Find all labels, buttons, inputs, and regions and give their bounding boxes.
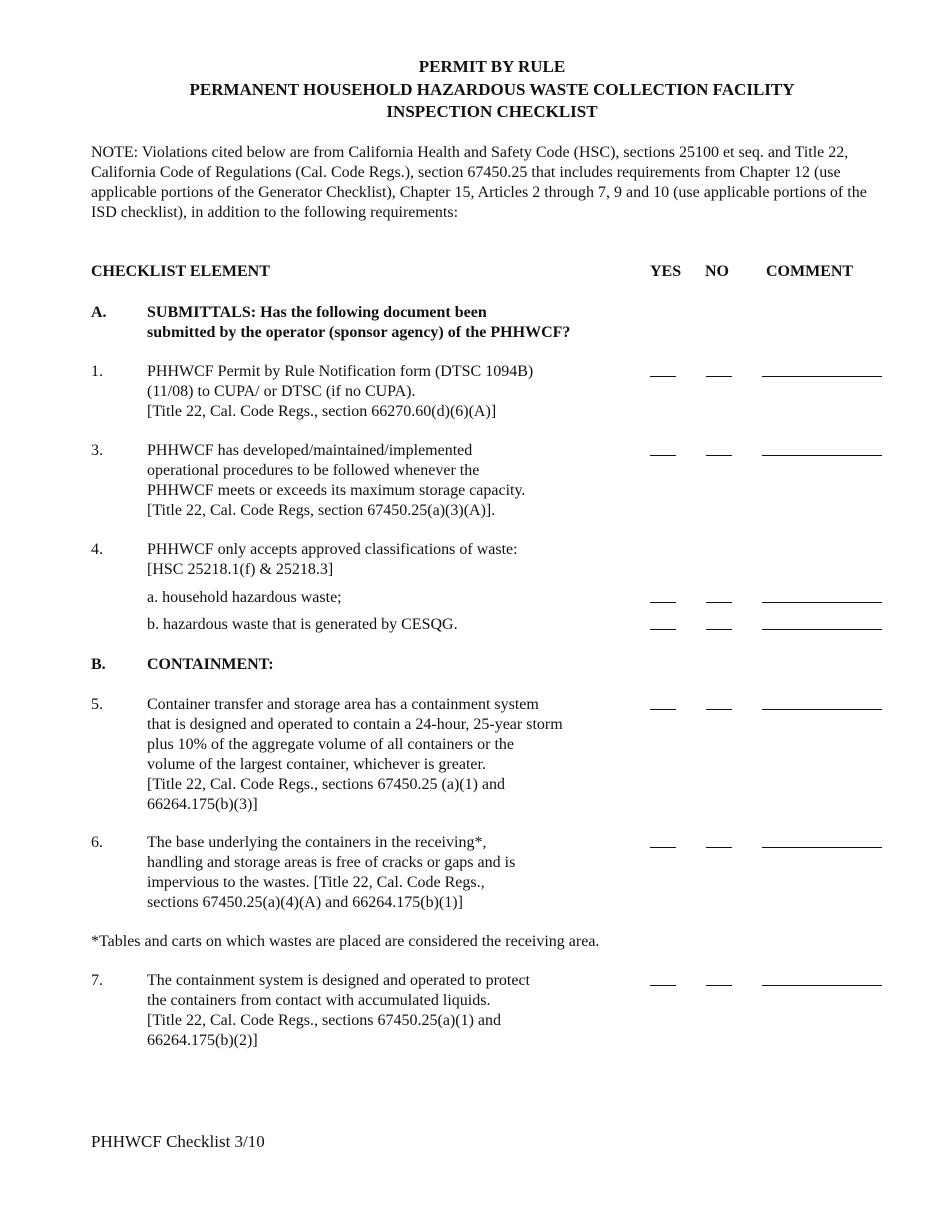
item-4b-comment-blank[interactable]	[762, 629, 882, 630]
item-1-text	[147, 362, 627, 422]
item-5-text	[147, 695, 637, 815]
item-5-line: volume of the largest container, whichever is greater.	[147, 756, 486, 773]
item-7-line: [Title 22, Cal. Code Regs., sections 67450.25(a)(1) and	[147, 1012, 502, 1029]
item-4a-comment-blank[interactable]	[762, 602, 882, 603]
item-6-yes-blank[interactable]	[650, 847, 676, 848]
item-3-no-blank[interactable]	[706, 455, 732, 456]
item-7-line: the containers from contact with accumulated liquids.	[147, 992, 491, 1009]
column-header-comment: COMMENT	[766, 263, 854, 280]
column-header-no: NO	[705, 263, 729, 280]
item-1-yes-blank[interactable]	[650, 376, 676, 377]
item-4a-yes-blank[interactable]	[650, 602, 676, 603]
item-4b-yes-blank[interactable]	[650, 629, 676, 630]
section-a-heading-line: SUBMITTALS: Has the following document been	[147, 304, 487, 321]
section-b-letter: B.	[91, 656, 106, 673]
item-4-text	[147, 540, 627, 580]
item-7-no-blank[interactable]	[706, 985, 732, 986]
column-header-element: CHECKLIST ELEMENT	[91, 263, 270, 280]
item-4a-text: a. household hazardous waste;	[147, 589, 342, 606]
item-3-yes-blank[interactable]	[650, 455, 676, 456]
item-6-no-blank[interactable]	[706, 847, 732, 848]
item-3-comment-blank[interactable]	[762, 455, 882, 456]
item-1-comment-blank[interactable]	[762, 376, 882, 377]
item-1-line: PHHWCF Permit by Rule Notification form (DTSC 1094B)	[147, 363, 534, 380]
item-1-number: 1.	[91, 363, 103, 380]
item-7-line: The containment system is designed and operated to protect	[147, 972, 530, 989]
item-3-number: 3.	[91, 442, 103, 459]
item-6-line: handling and storage areas is free of cracks or gaps and is	[147, 854, 516, 871]
document-title-line-3: INSPECTION CHECKLIST	[386, 102, 598, 121]
section-a-heading-line: submitted by the operator (sponsor agency) of the PHHWCF?	[147, 324, 571, 341]
item-4a-no-blank[interactable]	[706, 602, 732, 603]
item-4-line: [HSC 25218.1(f) & 25218.3]	[147, 561, 334, 578]
item-5-line: that is designed and operated to contain a 24-hour, 25-year storm	[147, 716, 563, 733]
item-5-comment-blank[interactable]	[762, 709, 882, 710]
item-6-line: impervious to the wastes. [Title 22, Cal. Code Regs.,	[147, 874, 485, 891]
item-7-text	[147, 971, 627, 1051]
item-5-line: plus 10% of the aggregate volume of all containers or the	[147, 736, 514, 753]
item-6-comment-blank[interactable]	[762, 847, 882, 848]
item-1-line: [Title 22, Cal. Code Regs., section 66270.60(d)(6)(A)]	[147, 403, 497, 420]
item-5-number: 5.	[91, 696, 103, 713]
item-3-line: [Title 22, Cal. Code Regs, section 67450.25(a)(3)(A)].	[147, 502, 496, 519]
item-5-line: [Title 22, Cal. Code Regs., sections 67450.25 (a)(1) and	[147, 776, 506, 793]
item-6-number: 6.	[91, 834, 103, 851]
item-3-text	[147, 441, 627, 521]
item-6-line: The base underlying the containers in the receiving*,	[147, 834, 487, 851]
item-5-yes-blank[interactable]	[650, 709, 676, 710]
item-6-line: sections 67450.25(a)(4)(A) and 66264.175(b)(1)]	[147, 894, 463, 911]
item-6-text	[147, 833, 627, 913]
item-4-number: 4.	[91, 541, 103, 558]
item-3-line: operational procedures to be followed whenever the	[147, 462, 480, 479]
section-b-heading: CONTAINMENT:	[147, 656, 274, 673]
item-3-line: PHHWCF has developed/maintained/implemented	[147, 442, 473, 459]
item-5-line: Container transfer and storage area has a containment system	[147, 696, 539, 713]
item-4-line: PHHWCF only accepts approved classifications of waste:	[147, 541, 518, 558]
document-title-line-2: PERMANENT HOUSEHOLD HAZARDOUS WASTE COLLECTION FACILITY	[189, 80, 795, 99]
page-footer: PHHWCF Checklist 3/10	[91, 1132, 265, 1151]
item-7-line: 66264.175(b)(2)]	[147, 1032, 258, 1049]
section-a-letter: A.	[91, 304, 107, 321]
item-1-line: (11/08) to CUPA/ or DTSC (if no CUPA).	[147, 383, 416, 400]
section-a-heading	[147, 303, 647, 343]
item-7-yes-blank[interactable]	[650, 985, 676, 986]
document-title-line-1: PERMIT BY RULE	[418, 57, 566, 76]
column-header-yes: YES	[650, 263, 682, 280]
item-3-line: PHHWCF meets or exceeds its maximum storage capacity.	[147, 482, 526, 499]
item-5-line: 66264.175(b)(3)]	[147, 796, 258, 813]
item-7-number: 7.	[91, 972, 103, 989]
item-4b-text: b. hazardous waste that is generated by CESQG.	[147, 616, 458, 633]
note-paragraph: NOTE: Violations cited below are from California Health and Safety Code (HSC), sections 25100 et seq. and Title 22, California Code of Regulations (Cal. Code Regs.), section 67450.25 that includes requirements from Chapter 12 (use applicable portions of the Generator Checklist), Chapter 15, Articles 2 through 7, 9 and 10 (use applicable portions of the ISD checklist), in addition to the following requirements:	[91, 144, 867, 221]
item-7-comment-blank[interactable]	[762, 985, 882, 986]
item-5-no-blank[interactable]	[706, 709, 732, 710]
item-4b-no-blank[interactable]	[706, 629, 732, 630]
footnote: *Tables and carts on which wastes are placed are considered the receiving area.	[91, 933, 600, 950]
item-1-no-blank[interactable]	[706, 376, 732, 377]
